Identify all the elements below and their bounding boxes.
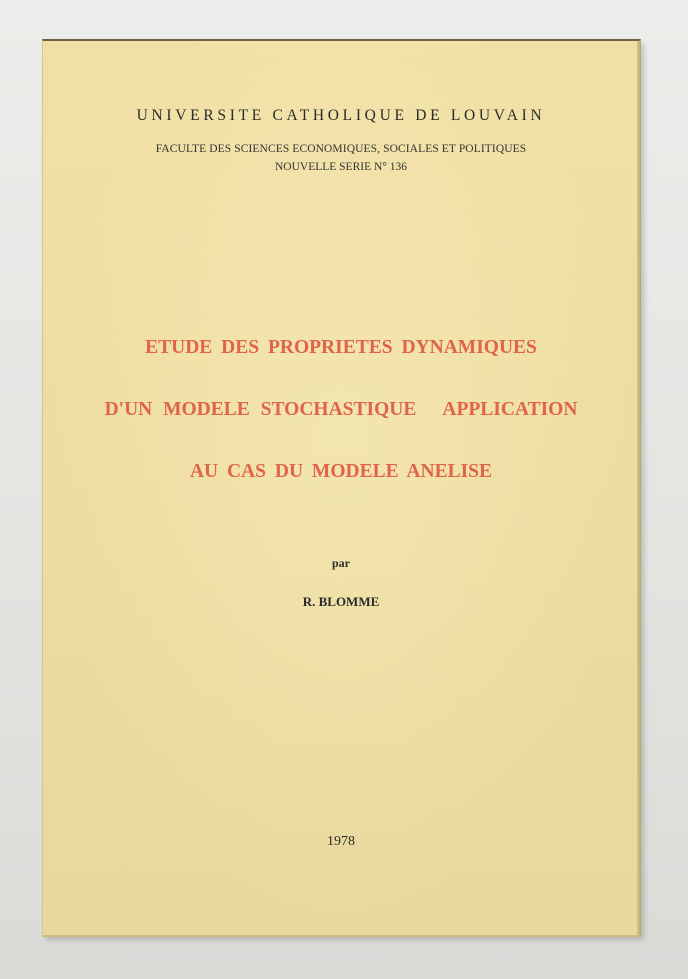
cover-edge — [637, 41, 641, 935]
university-name: UNIVERSITE CATHOLIQUE DE LOUVAIN — [136, 107, 546, 124]
title-line-2 — [43, 399, 639, 421]
title-line-1: ETUDE DES PROPRIETES DYNAMIQUES — [145, 337, 537, 358]
title-line-2-application: APPLICATION — [442, 399, 578, 420]
title-line-3: AU CAS DU MODELE ANELISE — [189, 461, 493, 482]
book-cover — [42, 39, 641, 937]
faculty-name: FACULTE DES SCIENCES ECONOMIQUES, SOCIALES ET POLITIQUES — [155, 143, 527, 155]
series-number: NOUVELLE SERIE N° 136 — [274, 161, 408, 173]
by-label: par — [332, 556, 350, 570]
author-name: R. BLOMME — [302, 594, 380, 609]
publication-year: 1978 — [327, 834, 355, 849]
title-line-2-main: D'UN MODELE STOCHASTIQUE — [104, 399, 417, 420]
